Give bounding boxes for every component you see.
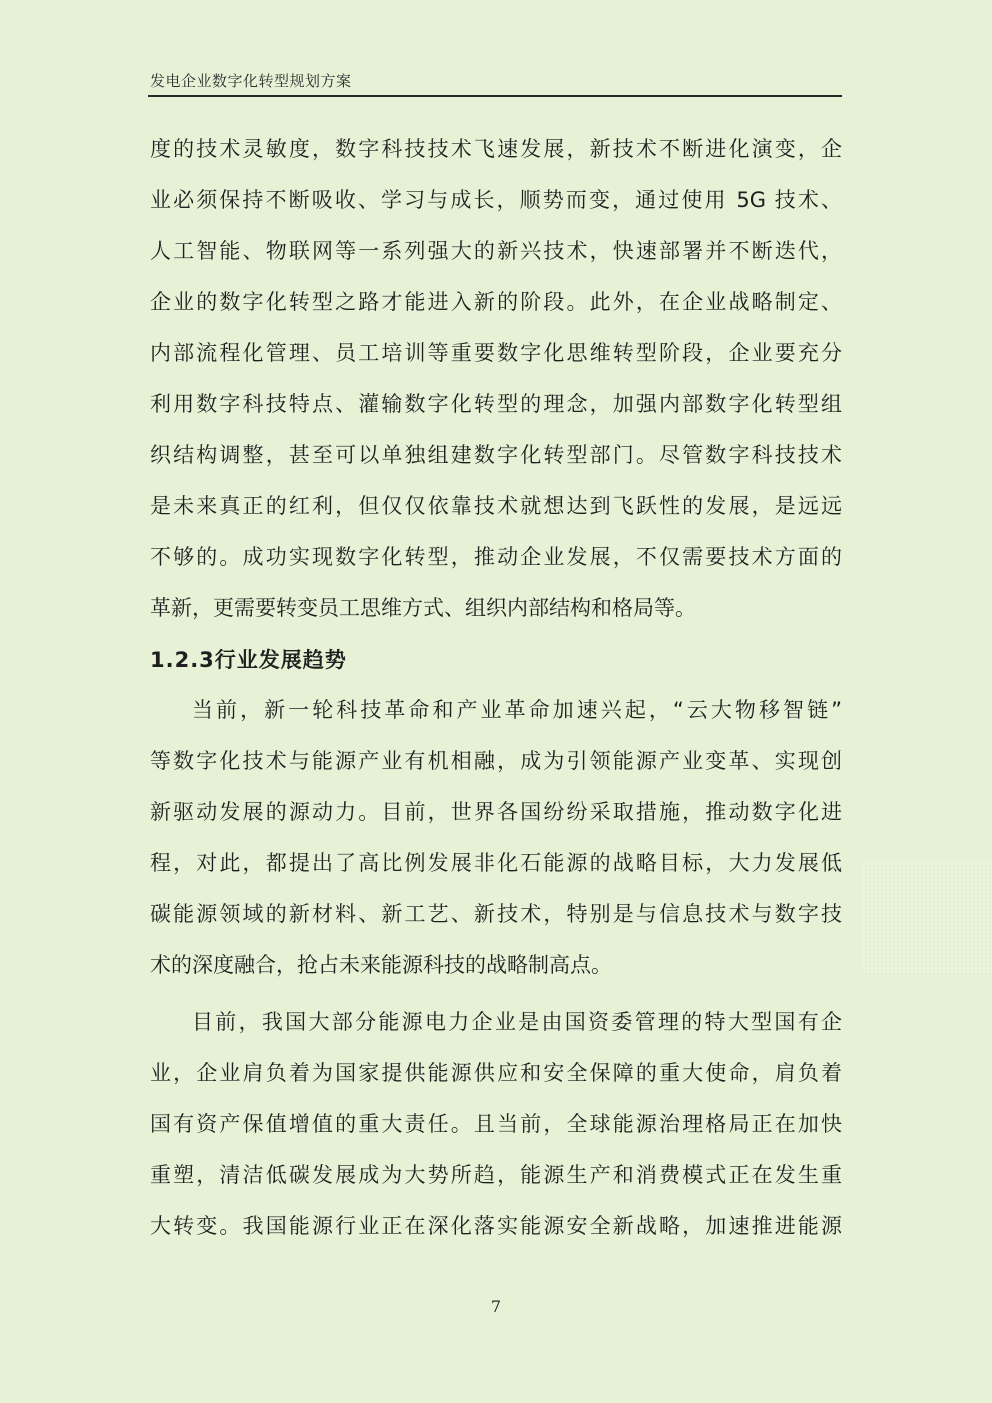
paragraph-1 xyxy=(150,128,842,638)
text-line: 人工智能、物联网等一系列强大的新兴技术，快速部署并不断迭代， xyxy=(150,239,842,263)
text-line: 业必须保持不断吸收、学习与成长，顺势而变，通过使用 5G 技术、 xyxy=(150,188,842,212)
text-line: 内部流程化管理、员工培训等重要数字化思维转型阶段，企业要充分 xyxy=(150,341,842,365)
text-line: 企业的数字化转型之路才能进入新的阶段。此外，在企业战略制定、 xyxy=(150,290,842,314)
text-line: 是未来真正的红利，但仅仅依靠技术就想达到飞跃性的发展，是远远 xyxy=(150,494,842,518)
text-line: 业，企业肩负着为国家提供能源供应和安全保障的重大使命，肩负着 xyxy=(150,1061,842,1085)
running-header: 发电企业数字化转型规划方案 xyxy=(150,72,352,90)
text-line: 重塑，清洁低碳发展成为大势所趋，能源生产和消费模式正在发生重 xyxy=(150,1163,842,1187)
text-line: 程，对此，都提出了高比例发展非化石能源的战略目标，大力发展低 xyxy=(150,851,842,875)
body-text xyxy=(150,128,842,1256)
text-line: 革新，更需要转变员工思维方式、组织内部结构和格局等。 xyxy=(150,596,696,620)
text-line: 等数字化技术与能源产业有机相融，成为引领能源产业变革、实现创 xyxy=(150,749,842,773)
scan-artifact xyxy=(862,862,992,974)
page-number: 7 xyxy=(490,1297,502,1316)
text-line: 术的深度融合，抢占未来能源科技的战略制高点。 xyxy=(150,953,612,977)
text-line: 织结构调整，甚至可以单独组建数字化转型部门。尽管数字科技技术 xyxy=(150,443,842,467)
paragraph-2 xyxy=(150,689,842,995)
text-line: 国有资产保值增值的重大责任。且当前，全球能源治理格局正在加快 xyxy=(150,1112,842,1136)
header-rule xyxy=(148,95,842,97)
text-line: 当前，新一轮科技革命和产业革命加速兴起，“云大物移智链” xyxy=(192,698,842,722)
text-line: 新驱动发展的源动力。目前，世界各国纷纷采取措施，推动数字化进 xyxy=(150,800,842,824)
paragraph-3 xyxy=(150,1001,842,1256)
text-line: 利用数字科技特点、灌输数字化转型的理念，加强内部数字化转型组 xyxy=(150,392,842,416)
section-heading: 1.2.3行业发展趋势 xyxy=(150,648,347,672)
text-line: 大转变。我国能源行业正在深化落实能源安全新战略，加速推进能源 xyxy=(150,1214,842,1238)
text-line: 目前，我国大部分能源电力企业是由国资委管理的特大型国有企 xyxy=(192,1010,842,1034)
text-line: 度的技术灵敏度，数字科技技术飞速发展，新技术不断进化演变，企 xyxy=(150,137,842,161)
text-line: 碳能源领域的新材料、新工艺、新技术，特别是与信息技术与数字技 xyxy=(150,902,842,926)
text-line: 不够的。成功实现数字化转型，推动企业发展，不仅需要技术方面的 xyxy=(150,545,842,569)
